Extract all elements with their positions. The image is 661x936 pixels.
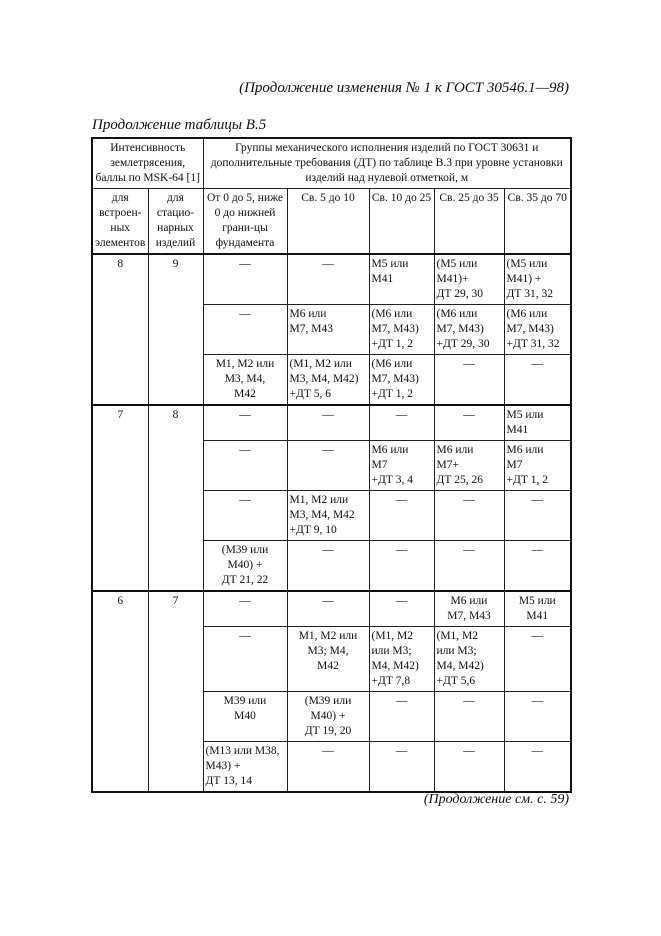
table-cell: — bbox=[287, 541, 369, 592]
level-35-70: Св. 35 до 70 bbox=[504, 189, 571, 255]
table-cell: — bbox=[434, 491, 504, 541]
table-cell: — bbox=[369, 742, 434, 793]
table-cell: — bbox=[504, 692, 571, 742]
table-cell: (М6 или М7, М43) +ДТ 1, 2 bbox=[369, 355, 434, 406]
intensity-stationary-9: 9 bbox=[148, 254, 203, 405]
intensity-stationary-7: 7 bbox=[148, 591, 203, 792]
header-groups: Группы механического исполнения изделий по ГОСТ 30631 и дополнительные требования (ДТ) по таблице В.3 при уровне установки изделий над нулевой отметкой, м bbox=[203, 138, 571, 189]
table-cell: — bbox=[203, 491, 287, 541]
table-cell: — bbox=[369, 405, 434, 441]
table-cell: (М5 или М41) + ДТ 31, 32 bbox=[504, 254, 571, 305]
level-0-5: От 0 до 5, ниже 0 до нижней грани-цы фундамента bbox=[203, 189, 287, 255]
table-cell: — bbox=[434, 692, 504, 742]
intensity-builtin-7: 7 bbox=[92, 405, 148, 591]
table-cell: М6 или М7, М43 bbox=[434, 591, 504, 627]
table-cell: — bbox=[287, 441, 369, 491]
table-cell: (М6 или М7, М43) +ДТ 1, 2 bbox=[369, 305, 434, 355]
table-cell: — bbox=[203, 305, 287, 355]
table-cell: (М13 или М38, М43) + ДТ 13, 14 bbox=[203, 742, 287, 793]
table-cell: — bbox=[434, 405, 504, 441]
table-cell: — bbox=[504, 491, 571, 541]
seismic-table bbox=[91, 137, 572, 793]
table-cell: — bbox=[369, 591, 434, 627]
table-cell: — bbox=[203, 591, 287, 627]
table-cell: М39 или М40 bbox=[203, 692, 287, 742]
table-cell: — bbox=[203, 441, 287, 491]
table-cell: (М1, М2 или М3, М4, М42) +ДТ 5, 6 bbox=[287, 355, 369, 406]
level-5-10: Св. 5 до 10 bbox=[287, 189, 369, 255]
level-10-25: Св. 10 до 25 bbox=[369, 189, 434, 255]
table-cell: — bbox=[504, 355, 571, 406]
table-cell: (М39 или М40) + ДТ 21, 22 bbox=[203, 541, 287, 592]
table-cell: — bbox=[369, 692, 434, 742]
table-cell: — bbox=[203, 627, 287, 692]
table-cell: (М6 или М7, М43) +ДТ 31, 32 bbox=[504, 305, 571, 355]
table-cell: М1, М2 или М3; М4, М42 bbox=[287, 627, 369, 692]
level-25-35: Св. 25 до 35 bbox=[434, 189, 504, 255]
table-cell: М1, М2 или М3, М4, М42 +ДТ 9, 10 bbox=[287, 491, 369, 541]
table-cell: (М6 или М7, М43) +ДТ 29, 30 bbox=[434, 305, 504, 355]
table-cell: — bbox=[504, 627, 571, 692]
table-cell: — bbox=[434, 742, 504, 793]
table-cell: — bbox=[287, 405, 369, 441]
table-cell: (М39 или М40) + ДТ 19, 20 bbox=[287, 692, 369, 742]
table-cell: — bbox=[203, 254, 287, 305]
table-cell: — bbox=[369, 491, 434, 541]
table-cell: — bbox=[287, 591, 369, 627]
table-cell: — bbox=[504, 541, 571, 592]
table-cell: — bbox=[369, 541, 434, 592]
intensity-builtin-8: 8 bbox=[92, 254, 148, 405]
table-cell: — bbox=[434, 355, 504, 406]
table-cell: М6 или М7+ ДТ 25, 26 bbox=[434, 441, 504, 491]
subheader-builtin: для встроен-ных элементов bbox=[92, 189, 148, 255]
intensity-builtin-6: 6 bbox=[92, 591, 148, 792]
table-cell: (М5 или М41)+ ДТ 29, 30 bbox=[434, 254, 504, 305]
table-cell: — bbox=[434, 541, 504, 592]
page-header: (Продолжение изменения № 1 к ГОСТ 30546.1—98) bbox=[239, 80, 569, 96]
table-cell: М5 или М41 bbox=[504, 591, 571, 627]
table-cell: М6 или М7, М43 bbox=[287, 305, 369, 355]
table-cell: — bbox=[287, 254, 369, 305]
table-cell: — bbox=[203, 405, 287, 441]
table-cell: — bbox=[504, 742, 571, 793]
table-cell: М5 или М41 bbox=[369, 254, 434, 305]
subheader-stationary: для стацио-нарных изделий bbox=[148, 189, 203, 255]
table-cell: М5 или М41 bbox=[504, 405, 571, 441]
table-cell: М6 или М7 +ДТ 1, 2 bbox=[504, 441, 571, 491]
table-cell: — bbox=[287, 742, 369, 793]
table-cell: М6 или М7 +ДТ 3, 4 bbox=[369, 441, 434, 491]
table-cell: (М1, М2 или М3; М4, М42) +ДТ 7,8 bbox=[369, 627, 434, 692]
table-cell: (М1, М2 или М3; М4, М42) +ДТ 5,6 bbox=[434, 627, 504, 692]
table-cell: М1, М2 или М3, М4, М42 bbox=[203, 355, 287, 406]
intensity-stationary-8: 8 bbox=[148, 405, 203, 591]
header-intensity: Интенсивность землетрясения, баллы по MSK-64 [1] bbox=[92, 138, 203, 189]
table-caption: Продолжение таблицы В.5 bbox=[92, 117, 267, 133]
page-footer: (Продолжение см. с. 59) bbox=[423, 792, 569, 807]
